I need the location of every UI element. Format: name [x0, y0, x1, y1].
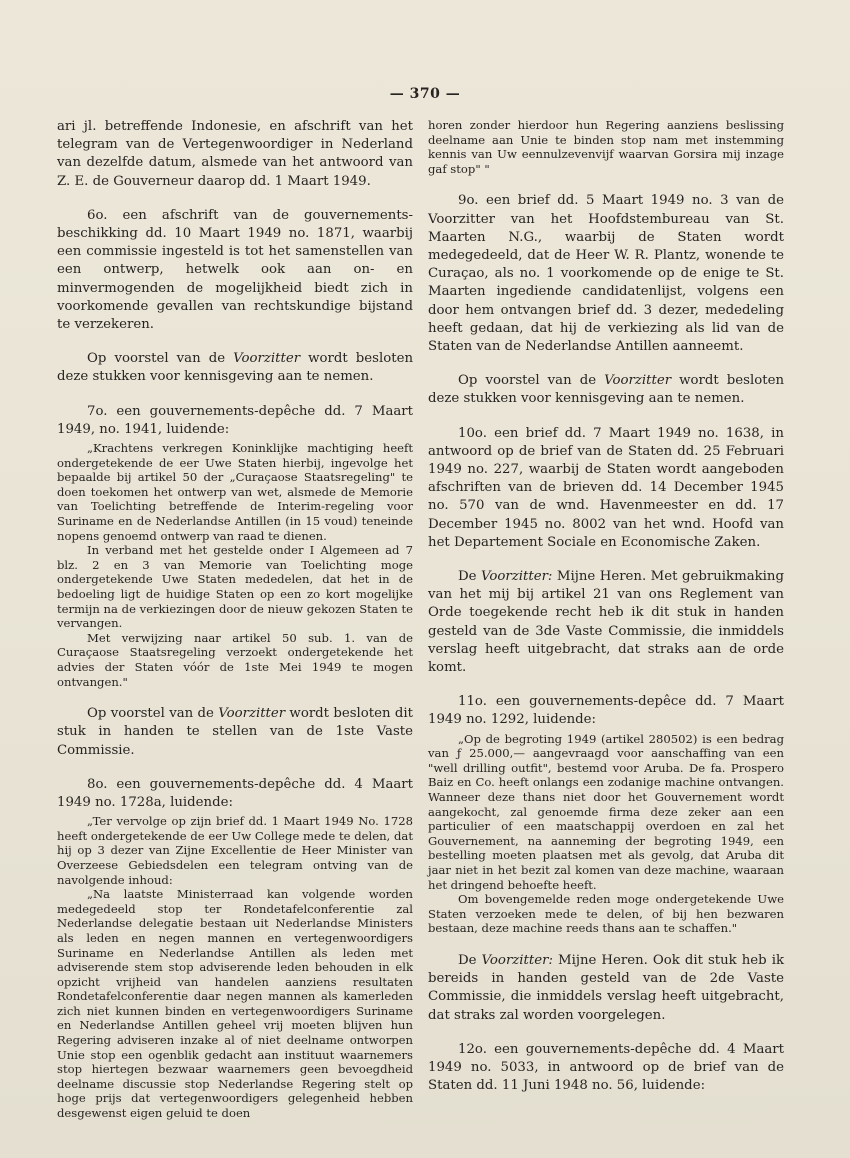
- chairman-statement: [428, 952, 784, 1025]
- item-7-paragraph: 7o. een gouvernements-depêche dd. 7 Maart 1949, no. 1941, luidende:: [57, 403, 413, 437]
- decision-paragraph: [57, 705, 413, 760]
- text-run: wordt besloten deze stukken voor kennisgeving aan te nemen.: [57, 351, 414, 385]
- right-column: [428, 118, 784, 1095]
- quote-paragraph: Om bovengemelde reden moge ondergetekende Uwe Staten verzoeken mede te delen, of bij hen bezwaren bestaan, deze machine reeds thans aan te schaffen.": [428, 892, 784, 936]
- text-run: Op voorstel van de: [87, 351, 234, 367]
- chairman-statement: [428, 568, 784, 677]
- item-12-paragraph: 12o. een gouvernements-depêche dd. 4 Maart 1949 no. 5033, in antwoord op de brief van de Staten dd. 11 Juni 1948 no. 56, luidende:: [428, 1041, 784, 1094]
- chairman-label: Voorzitter: [218, 706, 286, 722]
- item-8-paragraph: 8o. een gouvernements-depêche dd. 4 Maart 1949 no. 1728a, luidende:: [57, 776, 413, 810]
- text-run: Op voorstel van de: [458, 373, 605, 389]
- quote-paragraph: „Krachtens verkregen Koninklijke machtiging heeft ondergetekende de eer Uwe Staten hierbij, ingevolge het bepaalde bij artikel 50 der „Curaçaose Staatsregeling" te doen toekomen het ontwerp van wet, alsmede de Memorie van Toelichting betreffende de Interim-regeling voor Suriname en de Nederlandse Antillen (in 15 voud) teneinde nopens genoemd ontwerp van raad te dienen.: [57, 441, 413, 543]
- chairman-label: Voorzitter:: [481, 952, 553, 968]
- chairman-label: Voorzitter: [604, 373, 672, 389]
- item-11-paragraph: 11o. een gouvernements-depêce dd. 7 Maart 1949 no. 1292, luidende:: [428, 694, 784, 728]
- left-column: [57, 118, 413, 1121]
- quote-paragraph: Met verwijzing naar artikel 50 sub. 1. van de Curaçaose Staatsregeling verzoekt ondergetekende het advies der Staten vóór de 1ste Mei 1949 te mogen ontvangen.": [57, 630, 413, 689]
- chairman-label: Voorzitter:: [481, 569, 553, 585]
- text-run: Op voorstel van de: [87, 706, 219, 722]
- chairman-label: Voorzitter: [233, 351, 301, 367]
- item-9-paragraph: 9o. een brief dd. 5 Maart 1949 no. 3 van de Voorzitter van het Hoofdstembureau van St. Maarten N.G., waarbij de Staten wordt medegedeeld, dat de Heer W. R. Plantz, wonende te Curaçao, als no. 1 voorkomende op de enige te St. Maarten ingediende candidatenlijst, volgens een door hem ontvangen brief dd. 3 dezer, mededeling heeft gedaan, dat hij de verkiezing als lid van de Staten van de Nederlandse Antillen aanneemt.: [428, 193, 784, 354]
- quote-paragraph: „Ter vervolge op zijn brief dd. 1 Maart 1949 No. 1728 heeft ondergetekende de eer Uw College mede te delen, dat hij op 3 dezer van Zijne Excellentie de Heer Minister van Overzeese Gebiedsdelen een telegram ontving van de navolgende inhoud:: [57, 814, 413, 887]
- quote-paragraph: In verband met het gestelde onder I Algemeen ad 7 blz. 2 en 3 van Memorie van Toelichting moge ondergetekende Uwe Staten mededelen, dat het in de bedoeling ligt de huidige Staten op een zo kort mogelijke termijn na de verkiezingen door de nieuw gekozen Staten te vervangen.: [57, 543, 413, 631]
- item-10-paragraph: 10o. een brief dd. 7 Maart 1949 no. 1638, in antwoord op de brief van de Staten dd. 25 Februari 1949 no. 227, waarbij de Staten wordt aangeboden afschriften van de brieven dd. 14 December 1945 no. 570 van de wnd. Havenmeester en dd. 17 December 1945 no. 8002 van het wnd. Hoofd van het Departement Sociale en Economische Zaken.: [428, 425, 784, 550]
- quote-paragraph: „Op de begroting 1949 (artikel 280502) is een bedrag van ƒ 25.000,— aangevraagd voor aanschaffing van een "well drilling outfit", bestemd voor Aruba. De fa. Prospero Baiz en Co. heeft onlangs een zodanige machine ontvangen. Wanneer deze thans niet door het Gouvernement wordt aangekocht, zal genoemde firma deze zeker aan een particulier of een maatschappij overdoen en zal het Gouvernement, na aanneming der begroting 1949, een bestelling moeten plaatsen met als gevolg, dat Aruba dit jaar niet in het bezit zal komen van deze machine, waaraan het dringend behoefte heeft.: [428, 731, 784, 892]
- telegram-quote: „Na laatste Ministerraad kan volgende worden medegedeeld stop ter Rondetafelconferentie zal Nederlandse delegatie bestaan uit Nederlandse Ministers als leden en negen mannen en vertegenwoordigers Suriname en Nederlandse Antillen als leden met adviserende stem stop adviserende leden behouden in elk opzicht vrijheid van handelen aanziens resultaten Rondetafelconferentie daar negen mannen als kamerleden zich niet kunnen binden en vertegenwoordigers Suriname en Nederlandse Antillen geheel vrij moeten blijven hun Regering adviseren inzake al of niet deelname ontworpen Unie stop een ogenblik gedacht aan instituut waarnemers stop hiertegen bezwaar waarnemers geen bevoegdheid deelname discussie stop Nederlandse Regering stelt op hoge prijs dat vertegenwoordigers gelegenheid hebben desgewenst eigen geluid te doen: [57, 887, 413, 1121]
- page-number: — 370 —: [389, 86, 461, 102]
- item-6-paragraph: 6o. een afschrift van de gouvernements-beschikking dd. 10 Maart 1949 no. 1871, waarbij een commissie ingesteld is tot het samenstellen van een ontwerp, hetwelk ook aan on- en minvermogenden de mogelijkheid biedt zich in voorkomende gevallen van rechtskundige bijstand te verzekeren.: [57, 207, 413, 333]
- decision-paragraph: [428, 372, 784, 408]
- decision-paragraph: [57, 350, 413, 386]
- paragraph: ari jl. betreffende Indonesie, en afschrift van het telegram van de Vertegenwoordiger in Nederland van dezelfde datum, alsmede van het antwoord van Z. E. de Gouverneur daarop dd. 1 Maart 1949.: [57, 119, 413, 189]
- text-run: De: [458, 569, 481, 585]
- text-run: De: [458, 952, 482, 968]
- text-run: Mijne Heren. Ook dit stuk heb ik bereids in handen gesteld van de 2de Vaste Commissie, die inmiddels verslag heeft uitgebracht, dat straks zal worden voorgelegen.: [428, 952, 785, 1023]
- text-run: Mijne Heren. Met gebruikmaking van het mij bij artikel 21 van ons Reglement van Orde toegekende recht heb ik dit stuk in handen gesteld van de 3de Vaste Commissie, die inmiddels verslag heeft uitgebracht, dat straks aan de orde komt.: [428, 569, 785, 676]
- text-run: wordt besloten deze stukken voor kennisgeving aan te nemen.: [428, 373, 785, 407]
- telegram-quote-continued: horen zonder hierdoor hun Regering aanziens beslissing deelname aan Unie te binden stop nam met instemming kennis van Uw eennulzevenvijf waarvan Gorsira mij inzage gaf stop" ": [428, 118, 784, 176]
- text-run: wordt besloten dit stuk in handen te stellen van de 1ste Vaste Commissie.: [57, 706, 413, 758]
